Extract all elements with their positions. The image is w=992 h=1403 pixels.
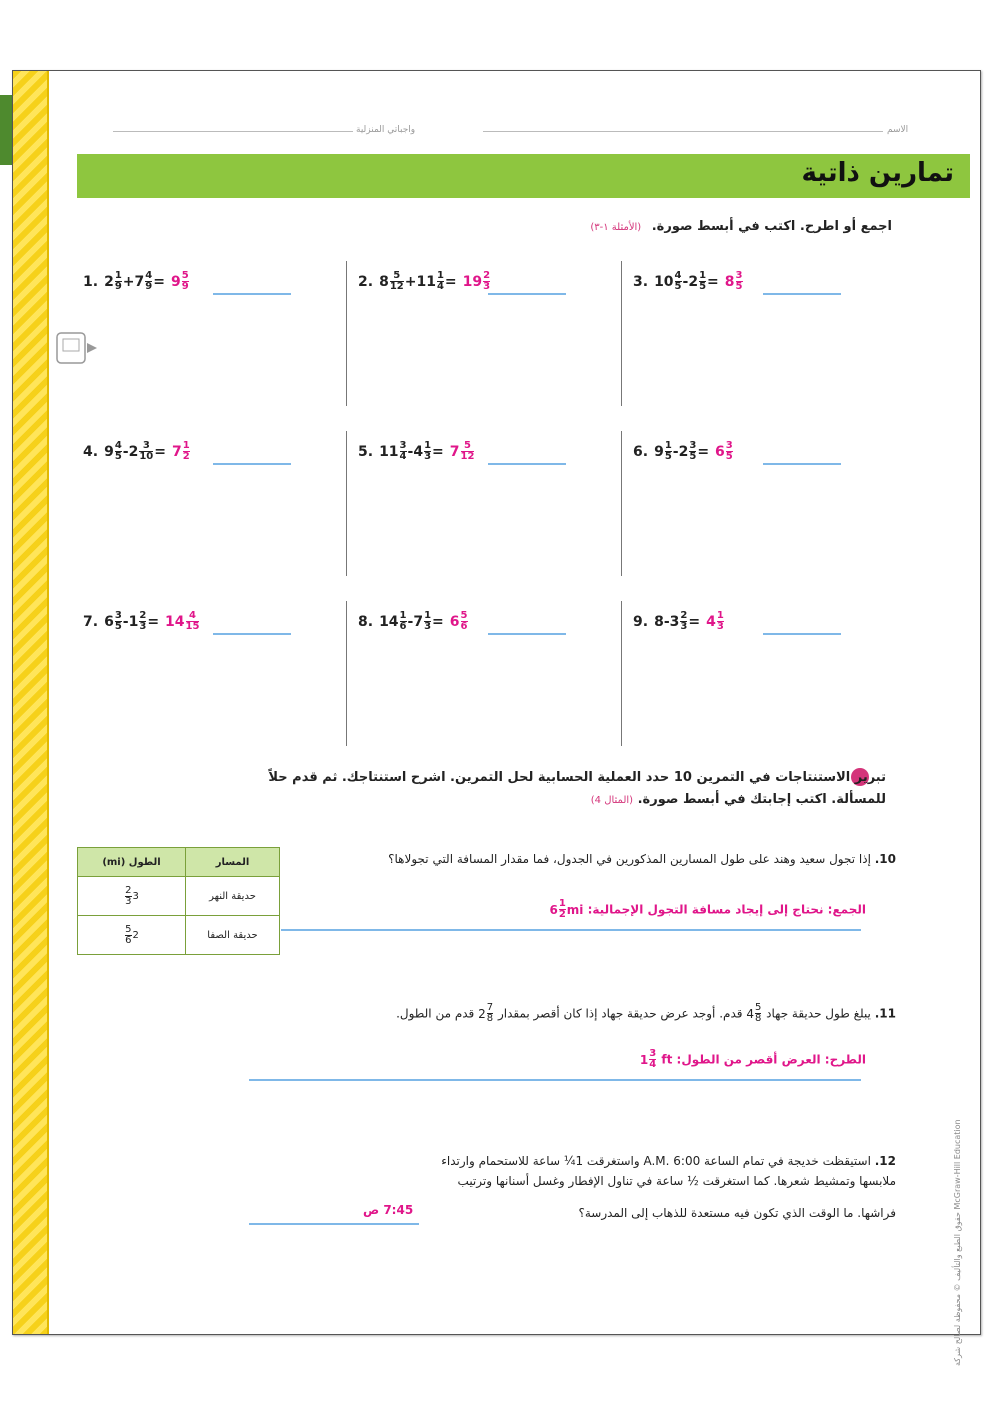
equals-sign: = — [147, 613, 160, 630]
instruction-ref: (الأمثلة ١-٣) — [590, 222, 642, 233]
table-cell-name: حديقة النهر — [186, 877, 280, 916]
answer-value: 19 $\frac{2}{3}$ — [462, 270, 491, 292]
answer-line[interactable] — [763, 633, 841, 635]
problem-6 — [633, 441, 734, 462]
answer-value: 14 $\frac{4}{15}$ — [165, 610, 200, 632]
problem-8 — [358, 611, 469, 632]
mixed-number: 3 $\frac{2}{3}$ — [669, 610, 688, 632]
divider — [346, 261, 347, 406]
answer-value: 4 $\frac{1}{3}$ — [706, 610, 724, 632]
mixed-number: 9 $\frac{1}{5}$ — [654, 440, 672, 462]
divider — [621, 431, 622, 576]
operator: - — [122, 443, 129, 460]
trail-table — [77, 847, 280, 955]
divider — [346, 431, 347, 576]
mixed-number: 8 $\frac{5}{12}$ — [379, 270, 404, 292]
answer-line[interactable] — [763, 293, 841, 295]
table-header-trail: المسار — [186, 848, 280, 877]
problem-number: 5. — [358, 443, 374, 460]
mixed-number: 10 $\frac{4}{5}$ — [654, 270, 682, 292]
problem-1 — [83, 271, 190, 292]
worksheet-page — [12, 70, 981, 1366]
equals-sign: = — [697, 443, 710, 460]
answer-value: 9 $\frac{5}{9}$ — [170, 270, 189, 292]
mixed-number: 11 $\frac{3}{4}$ — [379, 440, 407, 462]
mixed-number: 7 $\frac{1}{3}$ — [413, 610, 432, 632]
table-cell-length: 2 $\frac{5}{6}$ — [78, 916, 186, 955]
homework-label: واجباتي المنزلية — [356, 125, 416, 135]
problem-number: 9. — [633, 613, 649, 630]
name-label: الاسم — [887, 125, 909, 135]
question-12: 12. استيقظت خديجة في تمام الساعة A.M. 6:00 واستغرقت 1¼ ساعة للاستحمام وارتداء ملابسها وتمشيط شعرها. كما استغرقت ½ ساعة في تناول الإفطار وغسل أسنانها وترتيب فراشها. ما الوقت الذي تكون فيه مستعدة للذهاب إلى المدرسة؟ — [441, 1154, 896, 1220]
instruction-text: اجمع أو اطرح. اكتب في أبسط صورة. — [651, 219, 892, 234]
operator: + — [404, 273, 417, 290]
table-cell-name: حديقة الصفا — [186, 916, 280, 955]
operator: - — [407, 443, 414, 460]
equals-sign: = — [444, 273, 457, 290]
mixed-number: 2 $\frac{3}{10}$ — [128, 440, 154, 462]
problem-number: 6. — [633, 443, 649, 460]
mixed-number: 2 $\frac{1}{5}$ — [688, 270, 707, 292]
mixed-number: 8 — [654, 613, 664, 630]
answer-line[interactable] — [249, 1223, 419, 1225]
question-10-answer: الجمع: نحتاج إلى إيجاد مسافة التجول الإجمالية: 6 $\frac{1}{2}$ mi — [549, 898, 866, 920]
mixed-number: 2 $\frac{1}{9}$ — [104, 270, 122, 292]
operator: - — [672, 443, 679, 460]
answer-line[interactable] — [213, 293, 291, 295]
equals-sign: = — [707, 273, 719, 290]
page-title: تمارين ذاتية — [801, 158, 954, 188]
problem-9 — [633, 611, 725, 632]
table-row — [78, 916, 280, 955]
operator: + — [122, 273, 135, 290]
answer-line[interactable] — [281, 929, 861, 931]
question-number: 10. — [874, 852, 896, 866]
worksheet-icon — [53, 329, 99, 369]
mixed-number: 6 $\frac{3}{5}$ — [104, 610, 122, 632]
answer-line[interactable] — [488, 633, 566, 635]
answer-value: 7 $\frac{5}{12}$ — [449, 440, 475, 462]
mixed-number: 1 $\frac{2}{3}$ — [128, 610, 147, 632]
answer-value: 8 $\frac{3}{5}$ — [724, 270, 743, 292]
problem-number: 2. — [358, 273, 374, 290]
hot-instruction-ref: (المثال 4) — [590, 795, 634, 806]
table-cell-length: 3 $\frac{2}{3}$ — [78, 877, 186, 916]
answer-value: 6 $\frac{5}{6}$ — [449, 610, 468, 632]
problem-7 — [83, 611, 200, 632]
homework-line — [113, 131, 353, 132]
question-10 — [316, 849, 896, 869]
problem-2 — [358, 271, 491, 292]
divider — [346, 601, 347, 746]
title-banner — [77, 154, 970, 198]
operator: - — [122, 613, 129, 630]
problem-number: 8. — [358, 613, 374, 630]
problem-4 — [83, 441, 191, 462]
divider — [621, 601, 622, 746]
operator: - — [682, 273, 689, 290]
mixed-number: 4 $\frac{1}{3}$ — [413, 440, 432, 462]
problem-number: 4. — [83, 443, 99, 460]
hot-instruction — [246, 767, 886, 812]
answer-value: 7 $\frac{1}{2}$ — [172, 440, 190, 462]
answer-line[interactable] — [763, 463, 841, 465]
answer-value: 6 $\frac{3}{5}$ — [715, 440, 733, 462]
problem-number: 1. — [83, 273, 99, 290]
question-text: إذا تجول سعيد وهند على طول المسارين المذكورين في الجدول، فما مقدار المسافة التي تجولاها؟ — [388, 852, 871, 866]
question-12-answer: 7:45 ص — [363, 1203, 414, 1217]
name-line — [483, 131, 883, 132]
question-11: 11. يبلغ طول حديقة جهاد 4 $\frac{5}{8}$ قدم. أوجد عرض حديقة جهاد إذا كان أقصر بمقدار 2 $\frac{7}{8}$ قدم من الطول. — [396, 1002, 896, 1024]
answer-line[interactable] — [213, 463, 291, 465]
table-header-length: الطول (mi) — [78, 848, 186, 877]
divider — [621, 261, 622, 406]
problem-number: 7. — [83, 613, 99, 630]
answer-line[interactable] — [249, 1079, 861, 1081]
mixed-number: 7 $\frac{4}{9}$ — [134, 270, 153, 292]
table-header-row — [78, 848, 280, 877]
answer-line[interactable] — [488, 463, 566, 465]
equals-sign: = — [432, 613, 444, 630]
problem-3 — [633, 271, 744, 292]
equals-sign: = — [154, 443, 166, 460]
operator: - — [407, 613, 414, 630]
mixed-number: 14 $\frac{1}{6}$ — [379, 610, 407, 632]
equals-sign: = — [153, 273, 165, 290]
equals-sign: = — [432, 443, 444, 460]
instruction — [590, 219, 892, 234]
yellow-stripe — [13, 71, 49, 1334]
mixed-number: 11 $\frac{1}{4}$ — [416, 270, 444, 292]
answer-line[interactable] — [488, 293, 566, 295]
mixed-number: 9 $\frac{4}{5}$ — [104, 440, 122, 462]
table-row — [78, 877, 280, 916]
hot-instruction-text: تبرير الاستنتاجات في التمرين 10 حدد العملية الحسابية لحل التمرين. اشرح استنتاجك. ثم قدم حلاً للمسألة. اكتب إجابتك في أبسط صورة. — [268, 770, 886, 807]
problem-number: 3. — [633, 273, 649, 290]
equals-sign: = — [688, 613, 701, 630]
answer-line[interactable] — [213, 633, 291, 635]
question-11-answer: الطرح: العرض أقصر من الطول: ft 1 $\frac{3}{4}$ — [639, 1048, 866, 1070]
copyright-note: حقوق الطبع والتأليف © محفوظة لصالح شركة McGraw-Hill Education — [953, 1119, 962, 1366]
mixed-number: 2 $\frac{3}{5}$ — [678, 440, 697, 462]
operator: - — [663, 613, 670, 630]
problem-5 — [358, 441, 475, 462]
